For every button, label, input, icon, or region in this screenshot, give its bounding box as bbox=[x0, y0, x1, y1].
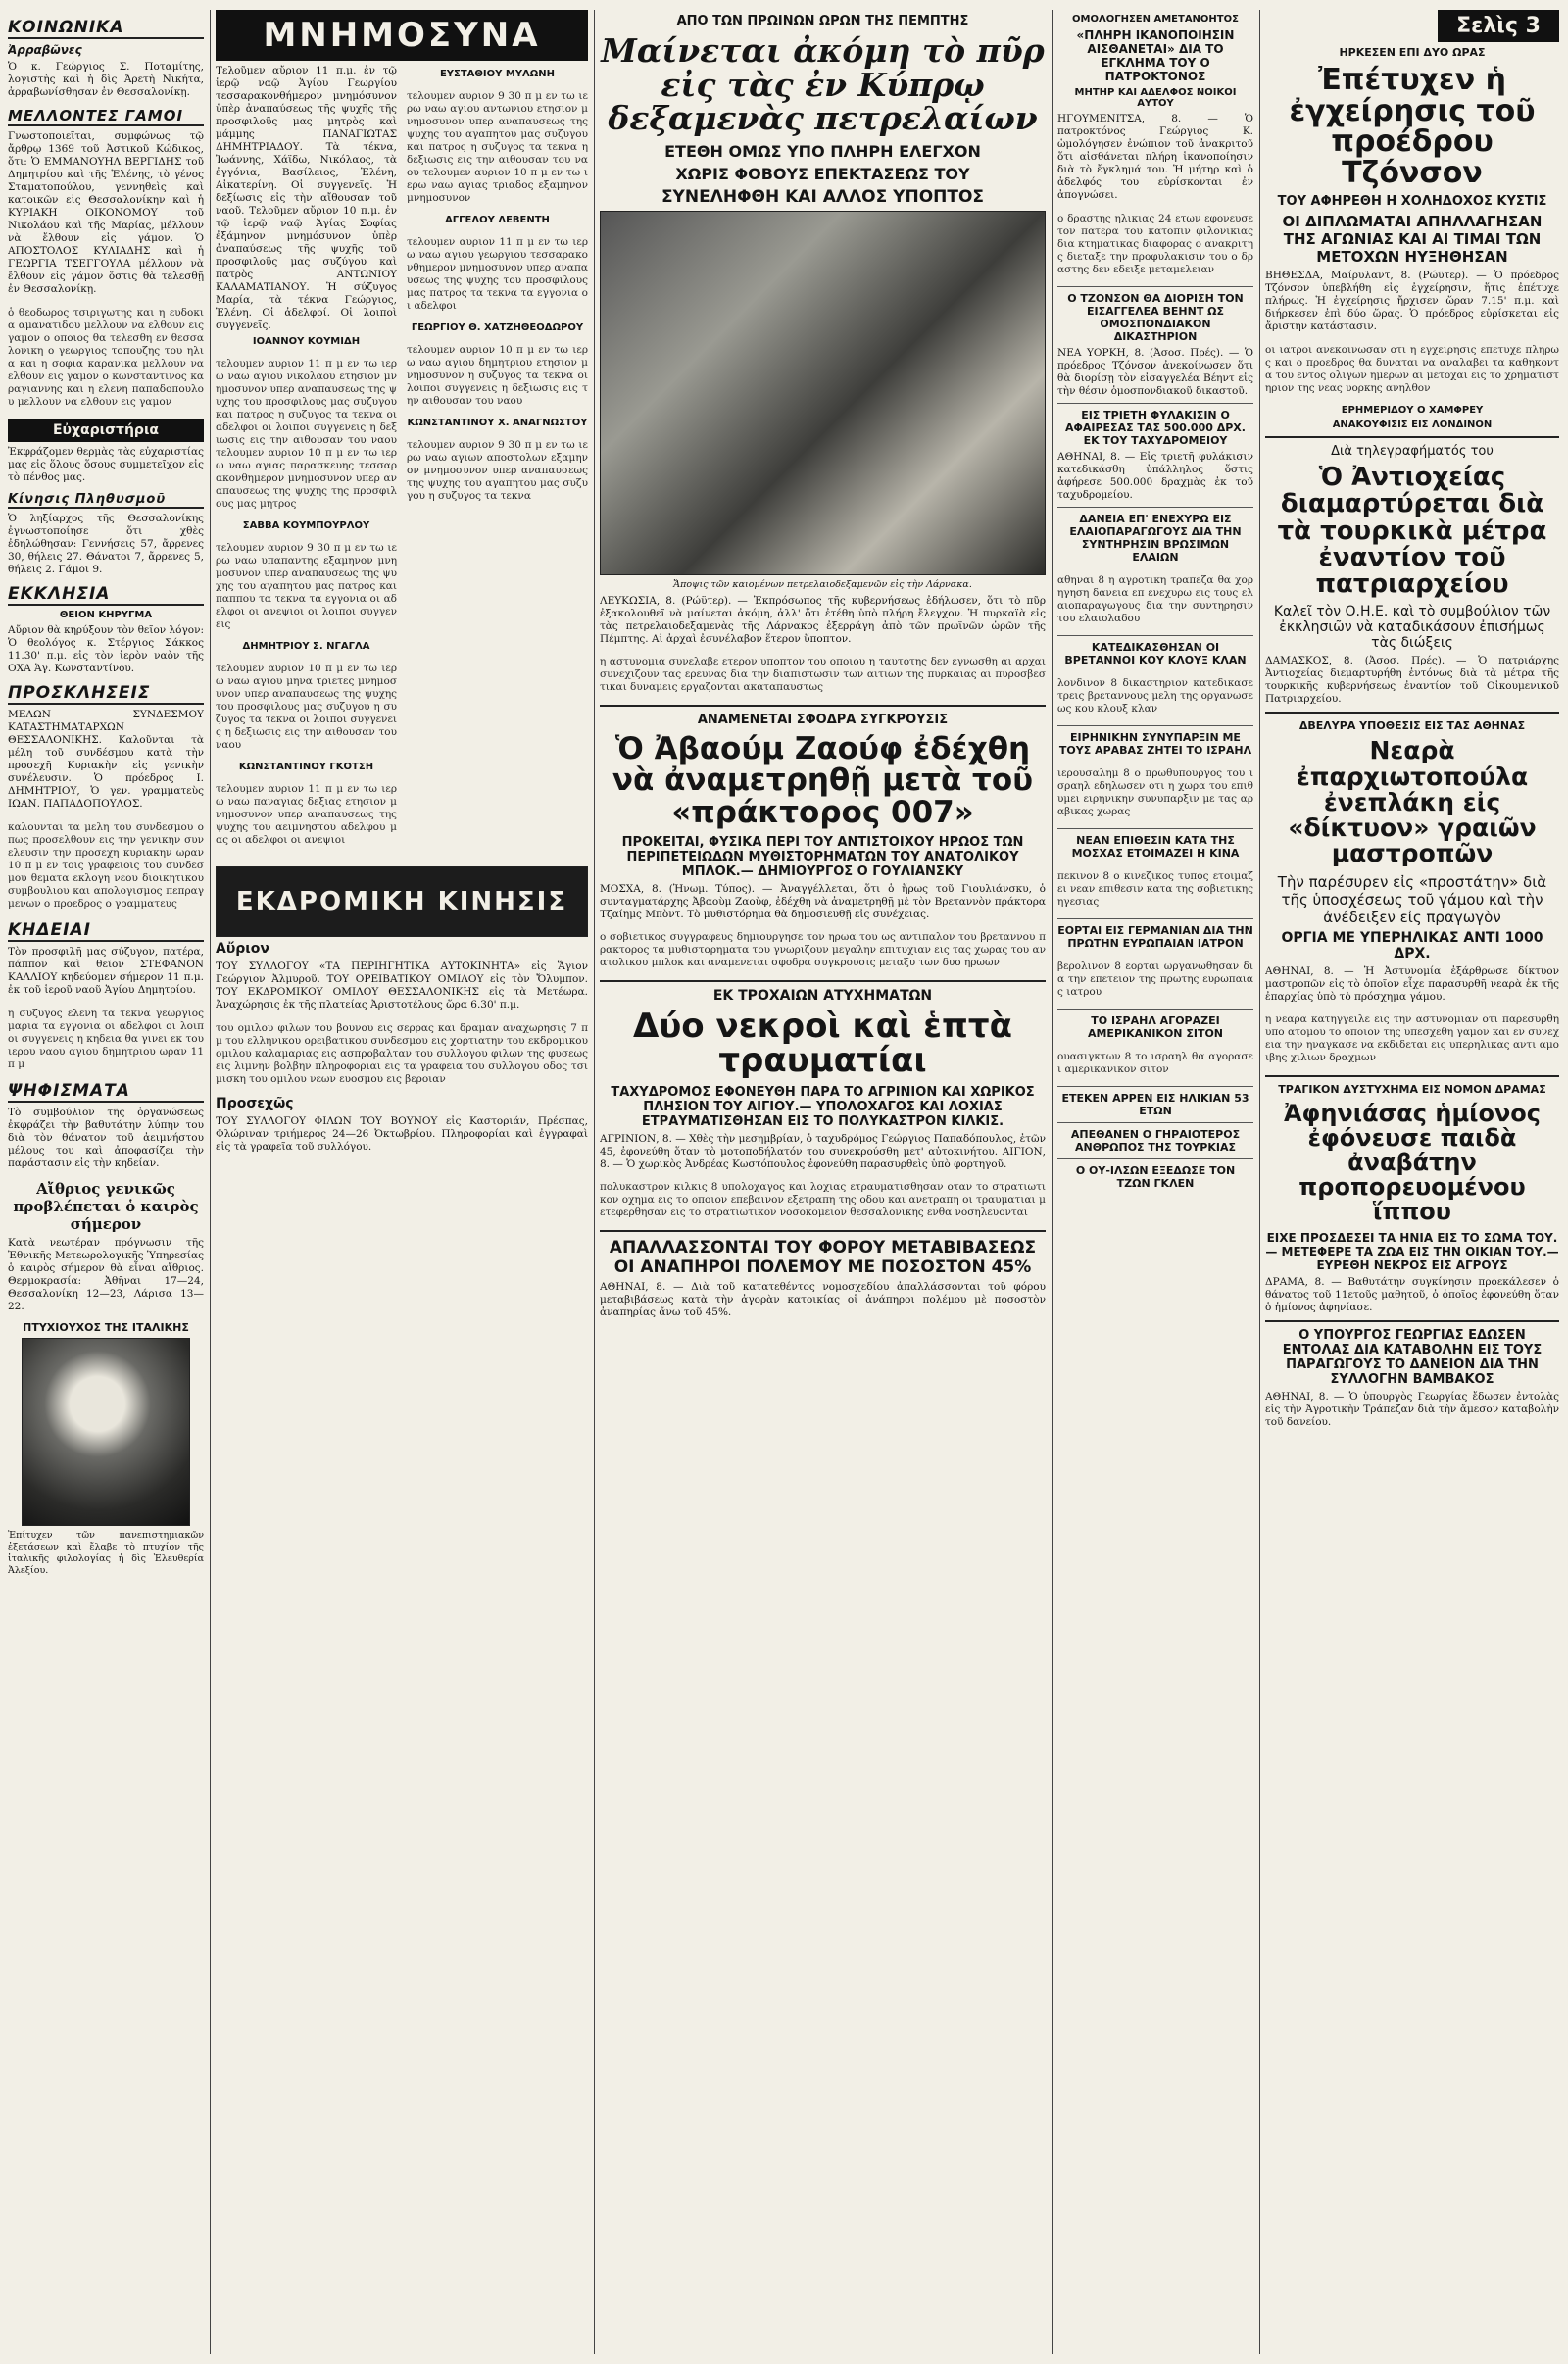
traffic-sub: ΤΑΧΥΔΡΟΜΟΣ ΕΦΟΝΕΥΘΗ ΠΑΡΑ ΤΟ ΑΓΡΙΝΙΟΝ ΚΑΙ ΧΩΡΙΚΟΣ ΠΛΗΣΙΟΝ ΤΟΥ ΑΙΓΙΟΥ.— ΥΠΟΛΟΧΑΓΟΣ ΚΑΙ ΛΟΧΙΑΣ ΕΤΡΑΥΜΑΤΙΣΘΗΣΑΝ ΕΙΣ ΤΟ ΠΟΛΥΚΑΣΤΡΟΝ ΚΙΛΚΙΣ. bbox=[611, 1084, 1035, 1129]
antiochia-body: ΔΑΜΑΣΚΟΣ, 8. (Ἀσοσ. Πρές). — Ὁ πατριάρχης Ἀντιοχείας διεμαρτυρήθη ἐντόνως διὰ τὰ μέτρα τῆς τουρκικῆς κυβερνήσεως ἐναντίον τοῦ Οἰκουμενικοῦ Πατριαρχείου. bbox=[1265, 655, 1559, 706]
israel-arabs-filler: ιερουσαλημ 8 ο πρωθυπουργος του ισραηλ εδηλωσεν οτι η χωρα του επιθυμει ειρηνικην συνυπαρξιν με τας αραβικας χωρας bbox=[1057, 766, 1253, 817]
khdeiai-continued: η συζυγος ελενη τα τεκνα γεωργιος μαρια τα εγγονια οι αδελφοι οι λοιποι συγγενεις η κηδεια θα γινει εκ του ιερου ναου αγιου δημητριου ωραν 11 π μ bbox=[8, 1007, 204, 1070]
gamoi-text: Γνωστοποιεῖται, συμφώνως τῷ ἄρθρῳ 1369 τοῦ Ἀστικοῦ Κώδικος, ὅτι: Ὁ ΕΜΜΑΝΟΥΗΛ ΒΕΡΓΙΔΗΣ τοῦ Δημητρίου καὶ τῆς Ἑλένης, τὸ γένος Σταματοπούλου, γεννηθεὶς καὶ κατοικῶν εἰς Θεσσαλονίκην καὶ ἡ ΚΥΡΙΑΚΗ ΟΙΚΟΝΟΜΟΥ τοῦ Νικολάου καὶ τῆς Μαρίας, μέλλουν νὰ ἔλθουν εἰς γάμον. Ὁ ΑΠΟΣΤΟΛΟΣ ΚΥΛΙΑΔΗΣ καὶ ἡ ΓΕΩΡΓΙΑ ΤΣΕΓΓΟΥΛΑ μέλλουν νὰ ἔλθουν εἰς γάμον ὅστις θὰ τελεσθῇ ἐν Θεσσαλονίκῃ. bbox=[8, 130, 204, 295]
mnimosyno-name: ΚΩΝΣΤΑΝΤΙΝΟΥ ΓΚΟΤΣΗ bbox=[238, 762, 374, 772]
left-column bbox=[8, 10, 204, 2354]
prosexos-text: ΤΟΥ ΣΥΛΛΟΓΟΥ ΦΙΛΩΝ ΤΟΥ ΒΟΥΝΟΥ εἰς Καστοριάν, Πρέσπας, Φλώριναν τριήμερος 24—26 Ὀκτωβρίου. Πληροφορίαι καὶ ἐγγραφαὶ εἰς τὰ γραφεῖα τοῦ συλλόγου. bbox=[216, 1115, 588, 1153]
section-rule bbox=[1265, 1075, 1559, 1077]
right-column bbox=[1265, 10, 1559, 2354]
avaoum-headline: Ὁ Ἀβαούμ Ζαούφ ἐδέχθη νὰ ἀναμετρηθῇ μετὰ τοῦ «πράκτορος 007» bbox=[612, 730, 1034, 831]
mnimosyna-title: ΜΝΗΜΟΣΥΝΑ bbox=[216, 10, 588, 61]
antiochia-kicker: Διὰ τηλεγραφήματός του bbox=[1331, 444, 1494, 459]
mnimosyno-name: ΔΗΜΗΤΡΙΟΥ Σ. ΝΓΑΓΛΑ bbox=[242, 641, 370, 652]
efxaristiria-text: Ἐκφράζομεν θερμὰς τὰς εὐχαριστίας μας εἰς ὅλους ὅσους συμμετεῖχον εἰς τὸ πένθος μας. bbox=[8, 446, 204, 483]
traffic-kicker: ΕΚ ΤΡΟΧΑΙΩΝ ΑΤΥΧΗΜΑΤΩΝ bbox=[712, 987, 933, 1004]
surgery-kicker: ΗΡΚΕΣΕΝ ΕΠΙ ΔΥΟ ΩΡΑΣ bbox=[1339, 46, 1486, 59]
avrion-text: ΤΟΥ ΣΥΛΛΟΓΟΥ «ΤΑ ΠΕΡΙΗΓΗΤΙΚΑ ΑΥΤΟΚΙΝΗΤΑ» εἰς Ἅγιον Γεώργιον Ἀλμυροῦ. ΤΟΥ ΟΡΕΙΒΑΤΙΚΟΥ ΟΜΙΛΟΥ εἰς τὸν Ὄλυμπον. ΤΟΥ ΕΚΔΡΟΜΙΚΟΥ ΟΜΙΛΟΥ ΘΕΣΣΑΛΟΝΙΚΗΣ εἰς τὰ Μετέωρα. Ἀναχώρησις ἐκ τῆς πλατείας Ἀριστοτέλους ὥρα 6.30' π.μ. bbox=[216, 960, 588, 1010]
section-rule bbox=[1057, 918, 1253, 919]
section-rule bbox=[1057, 635, 1253, 636]
section-rule bbox=[600, 1230, 1046, 1232]
surgery-sub1: ΤΟΥ ΑΦΗΡΕΘΗ Η ΧΟΛΗΔΟΧΟΣ ΚΥΣΤΙΣ bbox=[1277, 194, 1547, 209]
graduate-caption-title: ΠΤΥΧΙΟΥΧΟΣ ΤΗΣ ΙΤΑΛΙΚΗΣ bbox=[23, 1321, 189, 1334]
johnson-judge-body: ΝΕΑ ΥΟΡΚΗ, 8. (Ἀσοσ. Πρές). — Ὁ πρόεδρος Τζόνσον ἀνεκοίνωσεν ὅτι θὰ διορίσῃ τὸν εἰσαγγελέα Βέηντ εἰς τὴν θέσιν ὁμοσπονδιακοῦ δικαστοῦ. bbox=[1057, 347, 1253, 397]
psifismata-text: Τὸ συμβούλιον τῆς ὀργανώσεως ἐκφράζει τὴν βαθυτάτην λύπην του διὰ τὸν θάνατον τοῦ ἀειμνήστου μέλους του καὶ ἀποφασίζει τὴν παράστασιν εἰς τὴν κηδείαν. bbox=[8, 1107, 204, 1169]
mnimosyno-name: ΙΟΑΝΝΟΥ ΚΟΥΜΙΔΗ bbox=[252, 336, 361, 347]
section-rule bbox=[1057, 1009, 1253, 1010]
tragic-body: ΔΡΑΜΑ, 8. — Βαθυτάτην συγκίνησιν προεκάλεσεν ὁ θάνατος τοῦ 11ετοῦς μαθητοῦ, ὁ ὁποῖος ἐφονεύθη ὅταν ὁ ἡμίονος ἀφηνίασε. bbox=[1265, 1275, 1559, 1313]
kinisis-text: Ὁ ληξίαρχος τῆς Θεσσαλονίκης ἐγνωστοποίησε ὅτι χθὲς ἐδηλώθησαν: Γεννήσεις 57, ἄρρενες 30, θήλεις 27. Θάνατοι 7, ἄρρενες 5, θήλεις 2. Γάμοι 9. bbox=[8, 513, 204, 575]
mnimosyna-filler-8: τελουμεν αυριον 9 30 π μ εν τω ιερω ναω αγιων αποστολων εξαμηνον μνημοσυνον υπερ αναπαυσεως της ψυχης του αγαπητου μας συζυγου η συζυγος τα τεκνα bbox=[407, 438, 588, 502]
germany-doctor-headline: ΕΟΡΤΑΙ ΕΙΣ ΓΕΡΜΑΝΙΑΝ ΔΙΑ ΤΗΝ ΠΡΩΤΗΝ ΕΥΡΩΠΑΙΑΝ ΙΑΤΡΟΝ bbox=[1057, 924, 1253, 950]
section-rule bbox=[1057, 507, 1253, 508]
avaoum-filler: ο σοβιετικος συγγραφευς δημιουργησε τον ηρωα του ως αντιπαλον του βρεταννου πρακτορος τα μυθιστορηματα του γνωριζουν μεγαλην επιτυχιαν εις τας χωρας του ανατολικου μπλοκ και αναμενεται σφοδρα συγκρουσις μεταξυ των δυο ηρωων bbox=[600, 931, 1046, 969]
surgery-body: ΒΗΘΕΣΔΑ, Μαίρυλαντ, 8. (Ρώϋτερ). — Ὁ πρόεδρος Τζόνσον ὑπεβλήθη εἰς ἐγχείρησιν, ἥτις ἐπέτυχε πλήρως. Ἡ ἐγχείρησις ἤρχισεν ὥραν 7.15' π.μ. καὶ διήρκεσεν ἐπὶ δύο ὥρας. Ὁ πρόεδρος εὑρίσκεται εἰς ἄριστην κατάστασιν. bbox=[1265, 270, 1559, 332]
section-rule bbox=[600, 705, 1046, 707]
column-divider bbox=[1259, 10, 1260, 2354]
tax-body: ΑΘΗΝΑΙ, 8. — Διὰ τοῦ κατατεθέντος νομοσχεδίου ἀπαλλάσσονται τοῦ φόρου μεταβιβάσεως κατὰ τὴν ἀγορὰν κατοικίας οἱ ἀνάπηροι πολέμου μὲ ποσοστὸν ἀναπηρίας ἄνω τοῦ 45%. bbox=[600, 1280, 1046, 1318]
oil-tanks-fire-photo bbox=[600, 211, 1046, 575]
israel-wheat-headline: ΤΟ ΙΣΡΑΗΛ ΑΓΟΡΑΖΕΙ ΑΜΕΡΙΚΑΝΙΚΟΝ ΣΙΤΟΝ bbox=[1087, 1014, 1224, 1040]
section-rule bbox=[1057, 286, 1253, 287]
wilson-glenn-headline: Ο ΟΥ-ΙΛΣΩΝ ΕΞΕΔΩΣΕ ΤΟΝ ΤΖΩΝ ΓΚΛΕΝ bbox=[1075, 1164, 1236, 1190]
tragic-headline: Ἀφηνιάσας ἡμίονος ἐφόνευσε παιδὰ ἀναβάτην προπορευομένου ἵππου bbox=[1283, 1099, 1542, 1226]
proskliseis-title: ΠΡΟΣΚΛΗΣΕΙΣ bbox=[8, 683, 204, 705]
mnimosyna-filler-1: τελουμεν αυριον 11 π μ εν τω ιερω ναω αγιου νικολαου ετησιον μνημοσυνον υπερ αναπαυσεως της ψυχης του προσφιλους μας συζυγου και πατρος η συζυγος τα τεκνα οι αδελφοι οι λοιποι συγγενεις η δεξιωσις εις την αιθουσαν του ναου τελουμεν αυριον 10 π μ εν τω ιερω ναω αγιας παρασκευης τεσσαρακονθημερον μνημοσυνον υπερ αναπαυσεως της ψυχης της προσφιλους μας μητρος bbox=[216, 357, 397, 510]
mnimosyno-name: ΓΕΩΡΓΙΟΥ Θ. ΧΑΤΖΗΘΕΟΔΩΡΟΥ bbox=[411, 322, 584, 333]
surgery-filler: οι ιατροι ανεκοινωσαν οτι η εγχειρησις επετυχε πληρως και ο προεδρος θα δυναται να αναλαβει τα καθηκοντα του εντος ολιγων ημερων αι μετοχαι εις το χρηματιστηριον της νεας υορκης ανηλθον bbox=[1265, 343, 1559, 394]
patroktonos-body: ΗΓΟΥΜΕΝΙΤΣΑ, 8. — Ὁ πατροκτόνος Γεώργιος Κ. ὡμολόγησεν ἐνώπιον τοῦ ἀνακριτοῦ ὅτι αἰσθάνεται πλήρη ἱκανοποίησιν διὰ τὸ ἔγκλημά του. Ἡ μήτηρ καὶ ὁ ἀδελφός του εὑρίσκονται ἐν ἀπογνώσει. bbox=[1057, 113, 1253, 201]
delvra-kicker: ΔΒΕΛΥΡΑ ΥΠΟΘΕΣΙΣ ΕΙΣ ΤΑΣ ΑΘΗΝΑΣ bbox=[1298, 719, 1526, 733]
post-office-body: ΑΘΗΝΑΙ, 8. — Εἰς τριετῆ φυλάκισιν κατεδικάσθη ὑπάλληλος ὅστις ἀφήρεσε 500.000 δραχμὰς ἐκ τοῦ ταχυδρομείου. bbox=[1057, 451, 1253, 501]
delvra-filler: η νεαρα κατηγγειλε εις την αστυνομιαν οτι παρεσυρθη υπο ατομου το οποιον της υπεσχεθη γαμον και εν συνεχεια την ηναγκασε να εκδιδεται εις υπερηλικας αντι αμοιβης χιλιων δραχμων bbox=[1265, 1013, 1559, 1064]
surgery-sub2: ΟΙ ΔΙΠΛΩΜΑΤΑΙ ΑΠΗΛΛΑΓΗΣΑΝ ΤΗΣ ΑΓΩΝΙΑΣ ΚΑΙ ΑΙ ΤΙΜΑΙ ΤΩΝ ΜΕΤΟΧΩΝ ΗΥΞΗΘΗΣΑΝ bbox=[1282, 213, 1543, 266]
avrion-heading: Αὔριον bbox=[216, 941, 270, 957]
mnimosyna-text: Τελοῦμεν αὔριον 11 π.μ. ἐν τῷ ἱερῷ ναῷ Ἁγίου Γεωργίου τεσσαρακονθήμερον μνημόσυνον ὑπὲρ ἀναπαύσεως τῆς ψυχῆς τῆς προσφιλοῦς μας μητρὸς καὶ μάμμης ΠΑΝΑΓΙΩΤΑΣ ΔΗΜΗΤΡΙΑΔΟΥ. Τὰ τέκνα, Ἰωάννης, Χάϊδω, Νικόλαος, τὰ ἐγγόνια, Βασίλειος, Ἑλένη, Αἰκατερίνη. Οἱ συγγενεῖς. Ἡ δεξίωσις εἰς τὴν αἴθουσαν τοῦ ναοῦ. Τελοῦμεν αὔριον 10 π.μ. ἐν τῷ ἱερῷ ναῷ Ἁγίας Σοφίας ἐξάμηνον μνημόσυνον ὑπὲρ ἀναπαύσεως τῆς ψυχῆς τοῦ προσφιλοῦς μας συζύγου καὶ πατρὸς ΑΝΤΩΝΙΟΥ ΚΑΛΑΜΑΤΙΑΝΟΥ. Ἡ σύζυγος Μαρία, τὰ τέκνα Γεώργιος, Ἑλένη. Οἱ ἀδελφοί. Οἱ λοιποὶ συγγενεῖς. bbox=[216, 65, 397, 331]
ekdromiki-filler: του ομιλου φιλων του βουνου εις σερρας και δραμαν αναχωρησις 7 π μ του ελληνικου ορειβατικου συνδεσμου εις χορτιατην του εκδρομικου ομιλου καλαμαριας εις ασπροβαλταν του συλλογου φιλων της φυσεως εις λιμνην βολβην πληροφοριαι εις τα γραφεια του συλλογου οδος τσιμισκη του ομιλου νεων ευοσμου εις βεροιαν bbox=[216, 1021, 588, 1085]
middle-right-column bbox=[1057, 10, 1253, 2354]
section-rule bbox=[1265, 712, 1559, 714]
section-rule bbox=[1057, 1086, 1253, 1087]
section-rule bbox=[1057, 1122, 1253, 1123]
mnimosyno-name: ΕΥΣΤΑΘΙΟΥ ΜΥΛΩΝΗ bbox=[439, 69, 556, 79]
avaoum-sub: ΠΡΟΚΕΙΤΑΙ, ΦΥΣΙΚΑ ΠΕΡΙ ΤΟΥ ΑΝΤΙΣΤΟΙΧΟΥ ΗΡΩΟΣ ΤΩΝ ΠΕΡΙΠΕΤΕΙΩΔΩΝ ΜΥΘΙΣΤΟΡΗΜΑΤΩΝ ΤΟΥ ΑΝΑΤΟΛΙΚΟΥ ΜΠΛΟΚ.— ΔΗΜΙΟΥΡΓΟΣ Ο ΓΟΥΛΙΑΝΣΚΥ bbox=[621, 834, 1024, 879]
patroktonos-kicker: ΟΜΟΛΟΓΗΣΕΝ ΑΜΕΤΑΝΟΗΤΟΣ bbox=[1072, 14, 1239, 25]
birth-53-headline: ΕΤΕΚΕΝ ΑΡΡΕΝ ΕΙΣ ΗΛΙΚΙΑΝ 53 ΕΤΩΝ bbox=[1061, 1092, 1250, 1117]
oldest-man-headline: ΑΠΕΘΑΝΕΝ Ο ΓΗΡΑΙΟΤΕΡΟΣ ΑΝΘΡΩΠΟΣ ΤΗΣ ΤΟΥΡΚΙΑΣ bbox=[1070, 1128, 1241, 1154]
humphrey-heading: ΕΡΗΜΕΡΙΔΟΥ Ο ΧΑΜΦΡΕΥ bbox=[1341, 405, 1484, 416]
london-relief-heading: ΑΝΑΚΟΥΦΙΣΙΣ ΕΙΣ ΛΟΝΔΙΝΟΝ bbox=[1332, 419, 1493, 430]
ekklisia-text: Αὔριον θὰ κηρύξουν τὸν θεῖον λόγον: Ὁ θεολόγος κ. Στέργιος Σάκκος 11.30' π.μ. εἰς τὸν ἱερὸν ναὸν τῆς ΟΧΑ Ἁγ. Κωνσταντίνου. bbox=[8, 624, 204, 674]
cyprus-kicker: ΑΠΟ ΤΩΝ ΠΡΩΙΝΩΝ ΩΡΩΝ ΤΗΣ ΠΕΜΠΤΗΣ bbox=[676, 14, 969, 28]
section-rule bbox=[1265, 436, 1559, 438]
china-moscow-filler: πεκινον 8 ο κινεζικος τυπος ετοιμαζει νεαν επιθεσιν κατα της σοβιετικης ηγεσιας bbox=[1057, 869, 1253, 908]
traffic-filler: πολυκαστρον κιλκις 8 υπολοχαγος και λοχιας ετραυματισθησαν οταν το στρατιωτικον οχημα εις το οποιον επεβαινον εξετραπη της οδου και ανετραπη οι τραυματιαι μετεφερθησαν εις το στρατιωτικον νοσοκομειον θεσσαλονικης ενθα νοσηλευονται bbox=[600, 1181, 1046, 1219]
mnimosyna-column bbox=[216, 10, 588, 2354]
delvra-headline: Νεαρὰ ἐπαρχιωτοπούλα ἐνεπλάκη εἰς «δίκτυον» γραιῶν μαστροπῶν bbox=[1288, 736, 1537, 868]
psifismata-title: ΨΗΦΙΣΜΑΤΑ bbox=[8, 1081, 204, 1103]
section-rule bbox=[1265, 1320, 1559, 1322]
cyprus-sub2: ΧΩΡΙΣ ΦΟΒΟΥΣ ΕΠΕΚΤΑΣΕΩΣ ΤΟΥ bbox=[675, 164, 970, 183]
traffic-headline: Δύο νεκροὶ καὶ ἑπτὰ τραυματίαι bbox=[633, 1006, 1012, 1081]
mnimosyna-filler-3: τελουμεν αυριον 10 π μ εν τω ιερω ναω αγιου μηνα τριετες μνημοσυνον υπερ αναπαυσεως της ψυχης του προσφιλους μας συζυγου η συζυγος τα τεκνα οι λοιποι συγγενεις η δεξιωσις εις την αιθουσαν του ναου bbox=[216, 662, 397, 751]
mnimosyna-filler-5: τελουμεν αυριον 9 30 π μ εν τω ιερω ναω αγιου αντωνιου ετησιον μνημοσυνον υπερ αναπαυσεως της ψυχης του αγαπητου μας συζυγου και πατρος η συζυγος τα τεκνα η δεξιωσις εις την αιθουσαν του ναου τελουμεν αυριον 10 π μ εν τω ιερω ναω αγιας τριαδος εξαμηνον μνημοσυνον bbox=[407, 89, 588, 204]
geo-headline: Ο ΥΠΟΥΡΓΟΣ ΓΕΩΡΓΙΑΣ ΕΔΩΣΕΝ ΕΝΤΟΛΑΣ ΔΙΑ ΚΑΤΑΒΟΛΗΝ ΕΙΣ ΤΟΥΣ ΠΑΡΑΓΩΓΟΥΣ ΤΟ ΔΑΝΕΙΟΝ ΔΙΑ ΤΗΝ ΣΥΛΛΟΓΗΝ ΒΑΜΒΑΚΟΣ bbox=[1282, 1327, 1543, 1387]
column-divider bbox=[210, 10, 211, 2354]
mnimosyna-filler-7: τελουμεν αυριον 10 π μ εν τω ιερω ναω αγιου δημητριου ετησιον μνημοσυνον η συζυγος τα τεκνα οι λοιποι συγγενεις η δεξιωσις εις την αιθουσαν του ναου bbox=[407, 343, 588, 407]
arravones-text: Ὁ κ. Γεώργιος Σ. Ποταμίτης, λογιστὴς καὶ ἡ δὶς Ἀρετὴ Νικήτα, ἀρραβωνίσθησαν ἐν Θεσσαλονίκῃ. bbox=[8, 61, 204, 98]
cyprus-photo-caption: Ἄποψις τῶν καιομένων πετρελαιοδεξαμενῶν εἰς τὴν Λάρνακα. bbox=[673, 578, 972, 590]
weather-text: Κατὰ νεωτέραν πρόγνωσιν τῆς Ἐθνικῆς Μετεωρολογικῆς Ὑπηρεσίας ὁ καιρὸς σήμερον θὰ εἶναι αἴθριος. Θερμοκρασία: Ἀθῆναι 17—24, Θεσσαλονίκη 12—23, Λάρισα 13—22. bbox=[8, 1237, 204, 1312]
tragic-sub: ΕΙΧΕ ΠΡΟΣΔΕΣΕΙ ΤΑ ΗΝΙΑ ΕΙΣ ΤΟ ΣΩΜΑ ΤΟΥ.— ΜΕΤΕΦΕΡΕ ΤΑ ΖΩΑ ΕΙΣ ΤΗΝ ΟΙΚΙΑΝ ΤΟΥ.— ΕΥΡΕΘΗ ΝΕΚΡΟΣ ΕΙΣ ΑΓΡΟΥΣ bbox=[1265, 1230, 1559, 1272]
kkk-filler: λονδινον 8 δικαστηριον κατεδικασε τρεις βρεταννους μελη της οργανωσεως κου κλουξ κλαν bbox=[1057, 676, 1253, 714]
mnimosyna-filler-2: τελουμεν αυριον 9 30 π μ εν τω ιερω ναω υπαπαντης εξαμηνον μνημοσυνον υπερ αναπαυσεως της ψυχης του αγαπητου μας πατρος και παππου τα τεκνα τα εγγονια οι αδελφοι οι ανεψιοι οι λοιποι συγγενεις bbox=[216, 541, 397, 630]
mnimosyno-name: ΣΑΒΒΑ ΚΟΥΜΠΟΥΡΛΟΥ bbox=[242, 520, 370, 531]
arravones-heading: Ἀρραβῶνες bbox=[8, 43, 82, 57]
patroktonos-filler: ο δραστης ηλικιας 24 ετων εφονευσε τον πατερα του κατοπιν φιλονικιας δια κτηματικας διαφορας ο ανακριτης διεταξε την προφυλακισιν του ο δραστης δεν εδειξε μεταμελειαν bbox=[1057, 212, 1253, 275]
page-number-seal: Σελὶς 3 bbox=[1438, 10, 1559, 42]
proskliseis-continued: καλουνται τα μελη του συνδεσμου οπως προσελθουν εις την γενικην συνελευσιν την προσεχη κυριακην ωραν 10 π μ εν τοις γραφειοις του συνδεσμου θεματα εκλογη νεου διοικητικου συμβουλιου και απολογισμος πεπραγμενων ο προεδρος ο γραμματευς bbox=[8, 820, 204, 910]
ekdromiki-title: ΕΚΔΡΟΜΙΚΗ ΚΙΝΗΣΙΣ bbox=[216, 866, 588, 937]
traffic-body: ΑΓΡΙΝΙΟΝ, 8. — Χθὲς τὴν μεσημβρίαν, ὁ ταχυδρόμος Γεώργιος Παπαδόπουλος, ἐτῶν 45, ἐφονεύθη ὅταν τὸ μοτοποδήλατόν του συνεκρούσθη μετ' αὐτοκινήτου. ΑΙΓΙΟΝ, 8. — Ὁ χωρικὸς Ἀνδρέας Κωστόπουλος ἐφονεύθη παρασυρθεὶς ὑπὸ φορτηγοῦ. bbox=[600, 1132, 1046, 1170]
antiochia-sub: Καλεῖ τὸν Ο.Η.Ε. καὶ τὸ συμβούλιον τῶν ἐκκλησιῶν νὰ καταδικάσουν ἐπισήμως τὰς διώξεις bbox=[1273, 604, 1551, 652]
mnimosyno-name: ΚΩΝΣΤΑΝΤΙΝΟΥ Χ. ΑΝΑΓΝΩΣΤΟΥ bbox=[407, 418, 588, 428]
section-rule bbox=[1057, 403, 1253, 404]
delvra-body: ΑΘΗΝΑΙ, 8. — Ἡ Ἀστυνομία ἐξάρθρωσε δίκτυον μαστροπῶν εἰς τὸ ὁποῖον εἶχε παρασυρθῆ νεαρὰ ἐκ τῆς ἐπαρχίας ὑπὸ τὸ πρόσχημα γάμου. bbox=[1265, 964, 1559, 1003]
olive-loans-headline: ΔΑΝΕΙΑ ΕΠ' ΕΝΕΧΥΡΩ ΕΙΣ ΕΛΑΙΟΠΑΡΑΓΩΓΟΥΣ ΔΙΑ ΤΗΝ ΣΥΝΤΗΡΗΣΙΝ ΒΡΩΣΙΜΩΝ ΕΛΑΙΩΝ bbox=[1069, 513, 1242, 564]
mnimosyna-filler-6: τελουμεν αυριον 11 π μ εν τω ιερω ναω αγιου γεωργιου τεσσαρακονθημερον μνημοσυνον υπερ αναπαυσεως της ψυχης του προσφιλους μας πατρος τα τεκνα τα εγγονια οι αδελφοι bbox=[407, 235, 588, 312]
post-office-headline: ΕΙΣ ΤΡΙΕΤΗ ΦΥΛΑΚΙΣΙΝ Ο ΑΦΑΙΡΕΣΑΣ ΤΑΣ 500.000 ΔΡΧ. ΕΚ ΤΟΥ ΤΑΧΥΔΡΟΜΕΙΟΥ bbox=[1065, 409, 1246, 447]
weather-title: Αἴθριος γενικῶς προβλέπεται ὁ καιρὸς σήμερον bbox=[13, 1180, 199, 1233]
mnimosyna-filler-4: τελουμεν αυριον 11 π μ εν τω ιερω ναω παναγιας δεξιας ετησιον μνημοσυνον υπερ αναπαυσεως της ψυχης του αειμνηστου αδελφου μας οι αδελφοι οι ανεψιοι bbox=[216, 782, 397, 846]
section-rule bbox=[1057, 828, 1253, 829]
cyprus-sub1: ΕΤΕΘΗ ΟΜΩΣ ΥΠΟ ΠΛΗΡΗ ΕΛΕΓΧΟΝ bbox=[664, 141, 981, 161]
geo-body: ΑΘΗΝΑΙ, 8. — Ὁ ὑπουργὸς Γεωργίας ἔδωσεν ἐντολὰς εἰς τὴν Ἀγροτικὴν Τράπεζαν διὰ τὴν ἄμεσον καταβολὴν τοῦ δανείου. bbox=[1265, 1390, 1559, 1428]
kkk-headline: ΚΑΤΕΔΙΚΑΣΘΗΣΑΝ ΟΙ ΒΡΕΤΑΝΝΟΙ ΚΟΥ ΚΛΟΥΞ ΚΛΑΝ bbox=[1064, 641, 1247, 666]
avaoum-body: ΜΟΣΧΑ, 8. (Ἠνωμ. Τύπος). — Ἀναγγέλλεται, ὅτι ὁ ἥρως τοῦ Γιουλιάνσκυ, ὁ συνταγματάρχης Ἀβαοὺμ Ζαοὺφ, ἐδέχθη νὰ ἀναμετρηθῇ μὲ τὸν Βρεταννὸν πράκτορα Τζαίημς Μπὸντ. Τὸ μυθιστόρημα θὰ δημοσιευθῇ εἰς συνέχειας. bbox=[600, 882, 1046, 920]
ekklisia-title: ΕΚΚΛΗΣΙΑ bbox=[8, 584, 204, 606]
khdeiai-title: ΚΗΔΕΙΑΙ bbox=[8, 920, 204, 942]
mellontes-gamoi-title: ΜΕΛΛΟΝΤΕΣ ΓΑΜΟΙ bbox=[8, 107, 204, 126]
graduate-caption-text: Ἐπίτυχεν τῶν πανεπιστημιακῶν ἐξετάσεων καὶ ἔλαβε τὸ πτυχίον τῆς ἰταλικῆς φιλολογίας ἡ δὶς Ἐλευθερία Ἀλεξίου. bbox=[8, 1530, 204, 1576]
column-divider bbox=[594, 10, 595, 2354]
khdeiai-text: Τὸν προσφιλῆ μας σύζυγον, πατέρα, πάππον καὶ θεῖον ΣΤΕΦΑΝΟΝ ΚΑΛΛΙΟΥ κηδεύομεν σήμερον 11 π.μ. ἐκ τοῦ ἱεροῦ ναοῦ Ἁγίου Δημητρίου. bbox=[8, 946, 204, 996]
delvra-sub: Τὴν παρέσυρεν εἰς «προστάτην» διὰ τῆς ὑποσχέσεως τοῦ γάμου καὶ τὴν ἀνέδειξεν εἰς πραγωγὸν bbox=[1277, 872, 1547, 926]
patroktonos-sub: ΜΗΤΗΡ ΚΑΙ ΑΔΕΛΦΟΣ ΝΟΙΚΟΙ ΑΥΤΟΥ bbox=[1074, 87, 1237, 109]
israel-arabs-headline: ΕΙΡΗΝΙΚΗΝ ΣΥΝΥΠΑΡΞΙΝ ΜΕ ΤΟΥΣ ΑΡΑΒΑΣ ΖΗΤΕΙ ΤΟ ΙΣΡΑΗΛ bbox=[1058, 731, 1252, 757]
graduate-photo bbox=[22, 1338, 190, 1526]
avaoum-kicker: ΑΝΑΜΕΝΕΤΑΙ ΣΦΟΔΡΑ ΣΥΓΚΡΟΥΣΙΣ bbox=[697, 712, 949, 727]
orgia-heading: ΟΡΓΙΑ ΜΕ ΥΠΕΡΗΛΙΚΑΣ ΑΝΤΙ 1000 ΔΡΧ. bbox=[1281, 929, 1544, 961]
kinisis-title: Κίνησις Πληθυσμοῦ bbox=[8, 492, 204, 509]
center-column bbox=[600, 10, 1046, 2354]
israel-wheat-filler: ουασιγκτων 8 το ισραηλ θα αγορασει αμερικανικον σιτον bbox=[1057, 1050, 1253, 1075]
cyprus-headline: Μαίνεται ἀκόμη τὸ πῦρ εἰς τὰς ἐν Κύπρῳ δεξαμενὰς πετρελαίων bbox=[601, 31, 1045, 138]
section-rule bbox=[600, 980, 1046, 982]
mnimosyno-name: ΑΓΓΕΛΟΥ ΛΕΒΕΝΤΗ bbox=[445, 215, 550, 225]
tragic-kicker: ΤΡΑΓΙΚΟΝ ΔΥΣΤΥΧΗΜΑ ΕΙΣ ΝΟΜΟΝ ΔΡΑΜΑΣ bbox=[1278, 1082, 1546, 1096]
cyprus-filler: η αστυνομια συνελαβε ετερον υποπτον του οποιου η ταυτοτης δεν εγνωσθη αι αρχαι συνεχιζουν τας ερευνας δια την διαπιστωσιν των αιτιων της πυρκαιας αι πυροσβεστικαι δυναμεις εργαζονται ακαταπαυστως bbox=[600, 656, 1046, 694]
antiochia-headline: Ὁ Ἀντιοχείας διαμαρτύρεται διὰ τὰ τουρκικὰ μέτρα ἐναντίον τοῦ πατριαρχείου bbox=[1277, 463, 1547, 600]
theion-kirygma: ΘΕΙΟΝ ΚΗΡΥΓΜΑ bbox=[59, 610, 153, 620]
tax-headline: ΑΠΑΛΛΑΣΣΟΝΤΑΙ ΤΟΥ ΦΟΡΟΥ ΜΕΤΑΒΙΒΑΣΕΩΣ ΟΙ ΑΝΑΠΗΡΟΙ ΠΟΛΕΜΟΥ ΜΕ ΠΟΣΟΣΤΟΝ 45% bbox=[609, 1237, 1037, 1277]
section-rule bbox=[1057, 1158, 1253, 1159]
germany-doctor-filler: βερολινον 8 εορται ωργανωθησαν δια την επετειον της πρωτης ευρωπαιας ιατρου bbox=[1057, 960, 1253, 998]
olive-loans-filler: αθηναι 8 η αγροτικη τραπεζα θα χορηγηση δανεια επ ενεχυρω εις τους ελαιοπαραγωγους δια την συντηρησιν του ελαιολαδου bbox=[1057, 573, 1253, 624]
gamoi-continued: ὁ θεοδωρος τσιριγωτης και η ευδοκια αμανατιδου μελλουν να ελθουν εις γαμον ο οποιος θα τελεσθη εν θεσσαλονικη ο γεωργιος τοπουζης του ηλια και η σοφια καρανικα μελλουν να ελθουν εις γαμον ο κωνσταντινος καραγιαννης και η ελενη παπαδοπουλου μελλουν να ελθουν εις γαμον bbox=[8, 306, 204, 408]
section-rule bbox=[1057, 725, 1253, 726]
china-moscow-headline: ΝΕΑΝ ΕΠΙΘΕΣΙΝ ΚΑΤΑ ΤΗΣ ΜΟΣΧΑΣ ΕΤΟΙΜΑΖΕΙ Η ΚΙΝΑ bbox=[1071, 834, 1240, 860]
surgery-headline: Ἐπέτυχεν ἡ ἐγχείρησις τοῦ προέδρου Τζόνσον bbox=[1289, 63, 1536, 190]
proskliseis-text: ΜΕΛΩΝ ΣΥΝΔΕΣΜΟΥ ΚΑΤΑΣΤΗΜΑΤΑΡΧΩΝ ΘΕΣΣΑΛΟΝΙΚΗΣ. Καλοῦνται τὰ μέλη τοῦ συνδέσμου κατὰ τὴν προσεχῆ Κυριακὴν εἰς γενικὴν συνέλευσιν. Ὁ πρόεδρος Ι. ΔΗΜΗΤΡΙΟΥ, Ὁ γεν. γραμματεὺς ΙΩΑΝ. ΠΑΠΑΔΟΠΟΥΛΟΣ. bbox=[8, 709, 204, 810]
cyprus-body: ΛΕΥΚΩΣΙΑ, 8. (Ρώϋτερ). — Ἐκπρόσωπος τῆς κυβερνήσεως ἐδήλωσεν, ὅτι τὸ πῦρ ἐξακολουθεῖ νὰ μαίνεται ἀκόμη, ἀλλ' ὅτι ἐτέθη ὑπὸ πλήρη ἔλεγχον. Ἡ πυρκαϊὰ εἰς τὰς πετρελαιοδεξαμενὰς τῆς Λάρνακος ἐξερράγη ἀπὸ τῶν πρωϊνῶν ὡρῶν τῆς Πέμπτης. Αἱ ἀρχαὶ ἐσυνέλαβον ἕτερον ὕποπτον. bbox=[600, 594, 1046, 645]
patroktonos-headline: «ΠΛΗΡΗ ΙΚΑΝΟΠΟΙΗΣΙΝ ΑΙΣΘΑΝΕΤΑΙ» ΔΙΑ ΤΟ ΕΓΚΛΗΜΑ ΤΟΥ Ο ΠΑΤΡΟΚΤΟΝΟΣ bbox=[1076, 28, 1235, 83]
column-divider bbox=[1052, 10, 1053, 2354]
prosexos-heading: Προσεχῶς bbox=[216, 1096, 294, 1111]
efxaristiria-title: Εὐχαριστήρια bbox=[8, 419, 204, 442]
johnson-judge-headline: Ο ΤΖΟΝΣΟΝ ΘΑ ΔΙΟΡΙΣΗ ΤΟΝ ΕΙΣΑΓΓΕΛΕΑ ΒΕΗΝΤ ΩΣ ΟΜΟΣΠΟΝΔΙΑΚΟΝ ΔΙΚΑΣΤΗΡΙΟΝ bbox=[1067, 292, 1244, 343]
koinonika-title: ΚΟΙΝΩΝΙΚΑ bbox=[8, 18, 204, 39]
cyprus-sub3: ΣΥΝΕΛΗΦΘΗ ΚΑΙ ΑΛΛΟΣ ΥΠΟΠΤΟΣ bbox=[661, 186, 985, 207]
